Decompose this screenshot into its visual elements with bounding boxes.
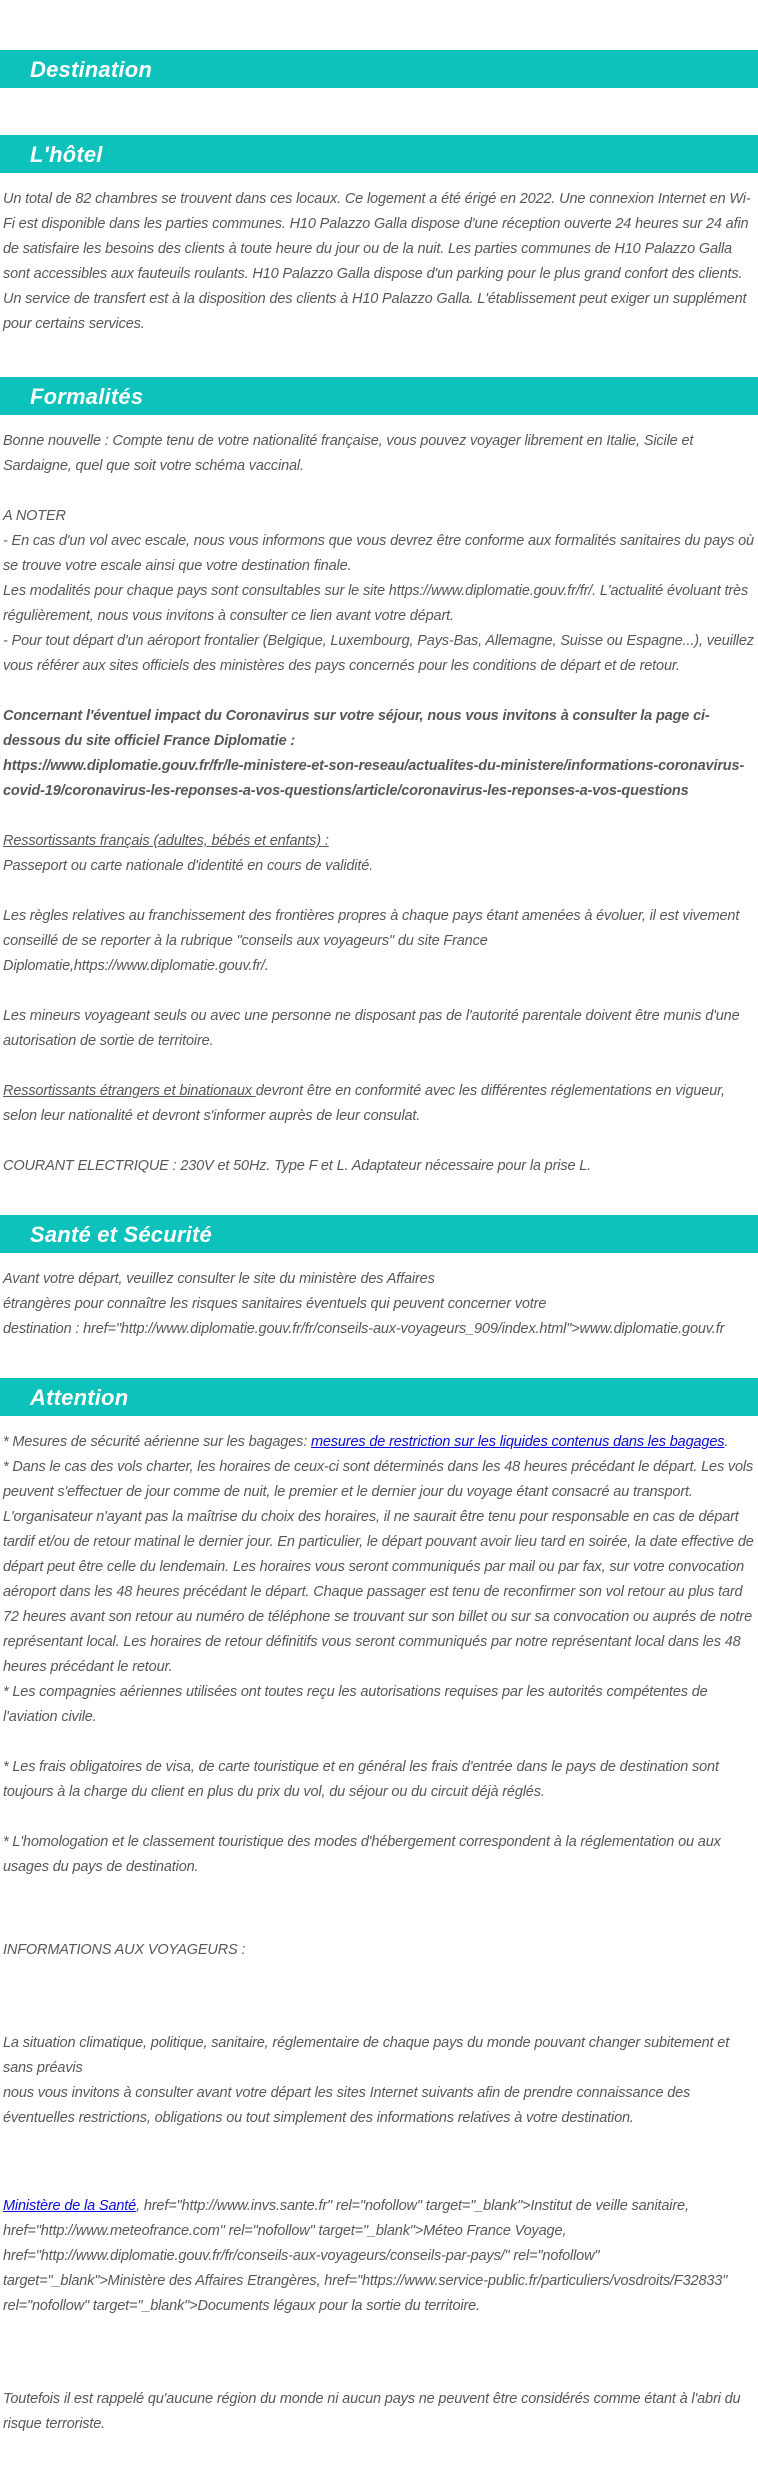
foreign-nationals-underline: Ressortissants étrangers et binationaux bbox=[3, 1083, 256, 1099]
section-header-attention bbox=[0, 1378, 758, 1416]
attention-flight-block bbox=[3, 1430, 755, 1730]
note-line-stopover: - En cas d'un vol avec escale, nous vous informons que vous devrez être conforme aux formalités sanitaires du pays où se trouve votre escale ainsi que votre destination finale. bbox=[3, 533, 754, 574]
section-header-destination bbox=[0, 50, 758, 88]
section-title-destination: Destination bbox=[30, 56, 152, 82]
formalites-good-news: Bonne nouvelle : Compte tenu de votre nationalité française, vous pouvez voyager librement en Italie, Sicile et Sardaigne, quel que soit votre schéma vaccinal. bbox=[3, 433, 694, 474]
note-line-modalites: Les modalités pour chaque pays sont consultables sur le site https://www.diplomatie.gouv.fr/fr/. L'actualité évoluant très régulièrement, nous vous invitons à consulter ce lien avant votre départ. bbox=[3, 583, 749, 624]
homologation-paragraph: * L'homologation et le classement touristique des modes d'hébergement correspondent à la réglementation ou aux usages du pays de destination. bbox=[3, 1834, 721, 1875]
ministere-sante-link[interactable]: Ministère de la Santé bbox=[3, 2198, 137, 2214]
formalites-note-block bbox=[3, 504, 755, 679]
situation-line-2: nous vous invitons à consulter avant votre départ les sites Internet suivants afin de prendre connaissance des éventuelles restrictions, obligations ou tout simplement des informations relatives à votre destination. bbox=[3, 2085, 691, 2126]
terror-risk-paragraph: Toutefois il est rappelé qu'aucune région du monde ni aucun pays ne peuvent être considérés comme étant à l'abri du risque terroriste. bbox=[3, 2391, 741, 2432]
note-line-border-airport: - Pour tout départ d'un aéroport frontalier (Belgique, Luxembourg, Pays-Bas, Allemagne, Suisse ou Espagne...), veuillez vous référer aux sites officiels des ministères des pays concernés pour les conditions de départ et de retour. bbox=[3, 633, 754, 674]
baggage-measures-suffix: . bbox=[724, 1434, 729, 1450]
section-title-sante: Santé et Sécurité bbox=[30, 1221, 212, 1247]
french-nationals-block bbox=[3, 829, 755, 879]
hotel-content bbox=[0, 187, 758, 337]
section-hotel bbox=[0, 135, 758, 337]
travellers-info-title: INFORMATIONS AUX VOYAGEURS : bbox=[3, 1942, 246, 1958]
covid-block bbox=[3, 704, 755, 804]
baggage-measures-prefix: * Mesures de sécurité aérienne sur les bagages: bbox=[3, 1434, 311, 1450]
official-links-rest: , href="http://www.invs.sante.fr" rel="nofollow" target="_blank">Institut de veille sanitaire, href="http://www.meteofrance.com" rel="nofollow" target="_blank">Méteo France Voyage, href="http://www.diplomatie.gouv.fr/fr/conseils-aux-voyageurs/conseils-par-pays/" rel="nofollow" target="_blank">Ministère des Affaires Etrangères, href="https://www.service-public.fr/particuliers/vosdroits/F32833" rel="nofollow" target="_blank">Documents légaux pour la sortie du territoire. bbox=[3, 2198, 728, 2314]
minors-paragraph: Les mineurs voyageant seuls ou avec une personne ne disposant pas de l'autorité parentale doivent être munis d'une autorisation de sortie de territoire. bbox=[3, 1008, 740, 1049]
sante-content bbox=[0, 1267, 752, 1342]
electric-current-paragraph: COURANT ELECTRIQUE : 230V et 50Hz. Type F et L. Adaptateur nécessaire pour la prise L. bbox=[3, 1158, 592, 1174]
sante-line-2: étrangères pour connaître les risques sanitaires éventuels qui peuvent concerner votre bbox=[3, 1296, 547, 1312]
border-rules-paragraph: Les règles relatives au franchissement des frontières propres à chaque pays étant amenées à évoluer, il est vivement conseillé de se reporter à la rubrique "conseils aux voyageurs" du site France Diplomatie,https://www.diplomatie.gouv.fr/. bbox=[3, 908, 740, 974]
section-attention bbox=[0, 1378, 758, 2437]
section-sante-securite bbox=[0, 1215, 758, 1342]
covid-url: https://www.diplomatie.gouv.fr/fr/le-ministere-et-son-reseau/actualites-du-ministere/informations-coronavirus-covid-19/coronavirus-les-reponses-a-vos-questions/article/coronavirus-les-reponses-a-vos-questions bbox=[3, 758, 745, 799]
official-links-paragraph bbox=[3, 2194, 755, 2319]
covid-intro: Concernant l'éventuel impact du Coronavirus sur votre séjour, nous vous invitons à consulter la page ci-dessous du site officiel France Diplomatie : bbox=[3, 708, 710, 749]
french-nationals-heading: Ressortissants français (adultes, bébés et enfants) : bbox=[3, 833, 329, 849]
section-title-formalites: Formalités bbox=[30, 383, 144, 409]
sante-line-1: Avant votre départ, veuillez consulter le site du ministère des Affaires bbox=[3, 1271, 435, 1287]
section-title-attention: Attention bbox=[30, 1384, 129, 1410]
section-title-hotel: L'hôtel bbox=[30, 141, 103, 167]
organizer-schedule-paragraph: L'organisateur n'ayant pas la maîtrise du choix des horaires, il ne saurait être tenu pour responsable en cas de départ tardif et/ou de retour matinal le dernier jour. En particulier, le départ pouvant avoir lieu tard en soirée, la date effective de départ peut être celle du lendemain. Les horaires vous seront communiqués par mail ou par fax, sur votre convocation aéroport dans les 48 heures précédant le départ. Chaque passager est tenu de reconfirmer son vol retour au plus tard 72 heures avant son retour au numéro de téléphone se trouvant sur son billet ou sur sa convocation ou auprés de notre représentant local. Les horaires de retour définitifs vous seront communiqués par notre représentant local dans les 48 heures précédant le retour. bbox=[3, 1509, 754, 1675]
note-title: A NOTER bbox=[3, 508, 66, 524]
situation-paragraph bbox=[3, 2031, 755, 2131]
situation-line-1: La situation climatique, politique, sanitaire, réglementaire de chaque pays du monde pouvant changer subitement et sans préavis bbox=[3, 2035, 730, 2076]
hotel-description: Un total de 82 chambres se trouvent dans ces locaux. Ce logement a été érigé en 2022. Une connexion Internet en Wi-Fi est disponible dans les parties communes. H10 Palazzo Galla dispose d'une réception ouverte 24 heures sur 24 afin de satisfaire les besoins des clients à toute heure du jour ou de la nuit. Les parties communes de H10 Palazzo Galla sont accessibles aux fauteuils roulants. H10 Palazzo Galla dispose d'un parking pour le plus grand confort des clients. Un service de transfert est à la disposition des clients à H10 Palazzo Galla. L'établissement peut exiger un supplément pour certains services. bbox=[3, 191, 751, 332]
travel-info-page bbox=[0, 50, 758, 2437]
foreign-nationals-paragraph bbox=[3, 1079, 755, 1129]
attention-content bbox=[0, 1430, 758, 2437]
section-header-hotel bbox=[0, 135, 758, 173]
section-formalites bbox=[0, 377, 758, 1179]
section-destination bbox=[0, 50, 758, 88]
airlines-paragraph: * Les compagnies aériennes utilisées ont toutes reçu les autorisations requises par les autorités compétentes de l'aviation civile. bbox=[3, 1684, 708, 1725]
french-nationals-body: Passeport ou carte nationale d'identité en cours de validité. bbox=[3, 858, 374, 874]
liquids-restriction-link[interactable]: mesures de restriction sur les liquides contenus dans les bagages bbox=[310, 1434, 725, 1450]
section-header-sante bbox=[0, 1215, 758, 1253]
sante-line-3: destination : href="http://www.diplomatie.gouv.fr/fr/conseils-aux-voyageurs_909/index.html">www.diplomatie.gouv.fr bbox=[3, 1321, 725, 1337]
formalites-content bbox=[0, 429, 758, 1179]
charter-flights-paragraph: * Dans le cas des vols charter, les horaires de ceux-ci sont déterminés dans les 48 heures précédant le départ. Les vols peuvent s'effectuer de jour comme de nuit, le premier et le dernier jour du voyage étant consacré au transport. bbox=[3, 1459, 754, 1500]
baggage-measures-line bbox=[3, 1430, 755, 1455]
foreign-nationals-rest: devront être en conformité avec les différentes réglementations en vigueur, selon leur nationalité et devront s'informer auprès de leur consulat. bbox=[3, 1083, 725, 1124]
section-header-formalites bbox=[0, 377, 758, 415]
visa-fees-paragraph: * Les frais obligatoires de visa, de carte touristique et en général les frais d'entrée dans le pays de destination sont toujours à la charge du client en plus du prix du vol, du séjour ou du circuit déjà réglés. bbox=[3, 1759, 719, 1800]
